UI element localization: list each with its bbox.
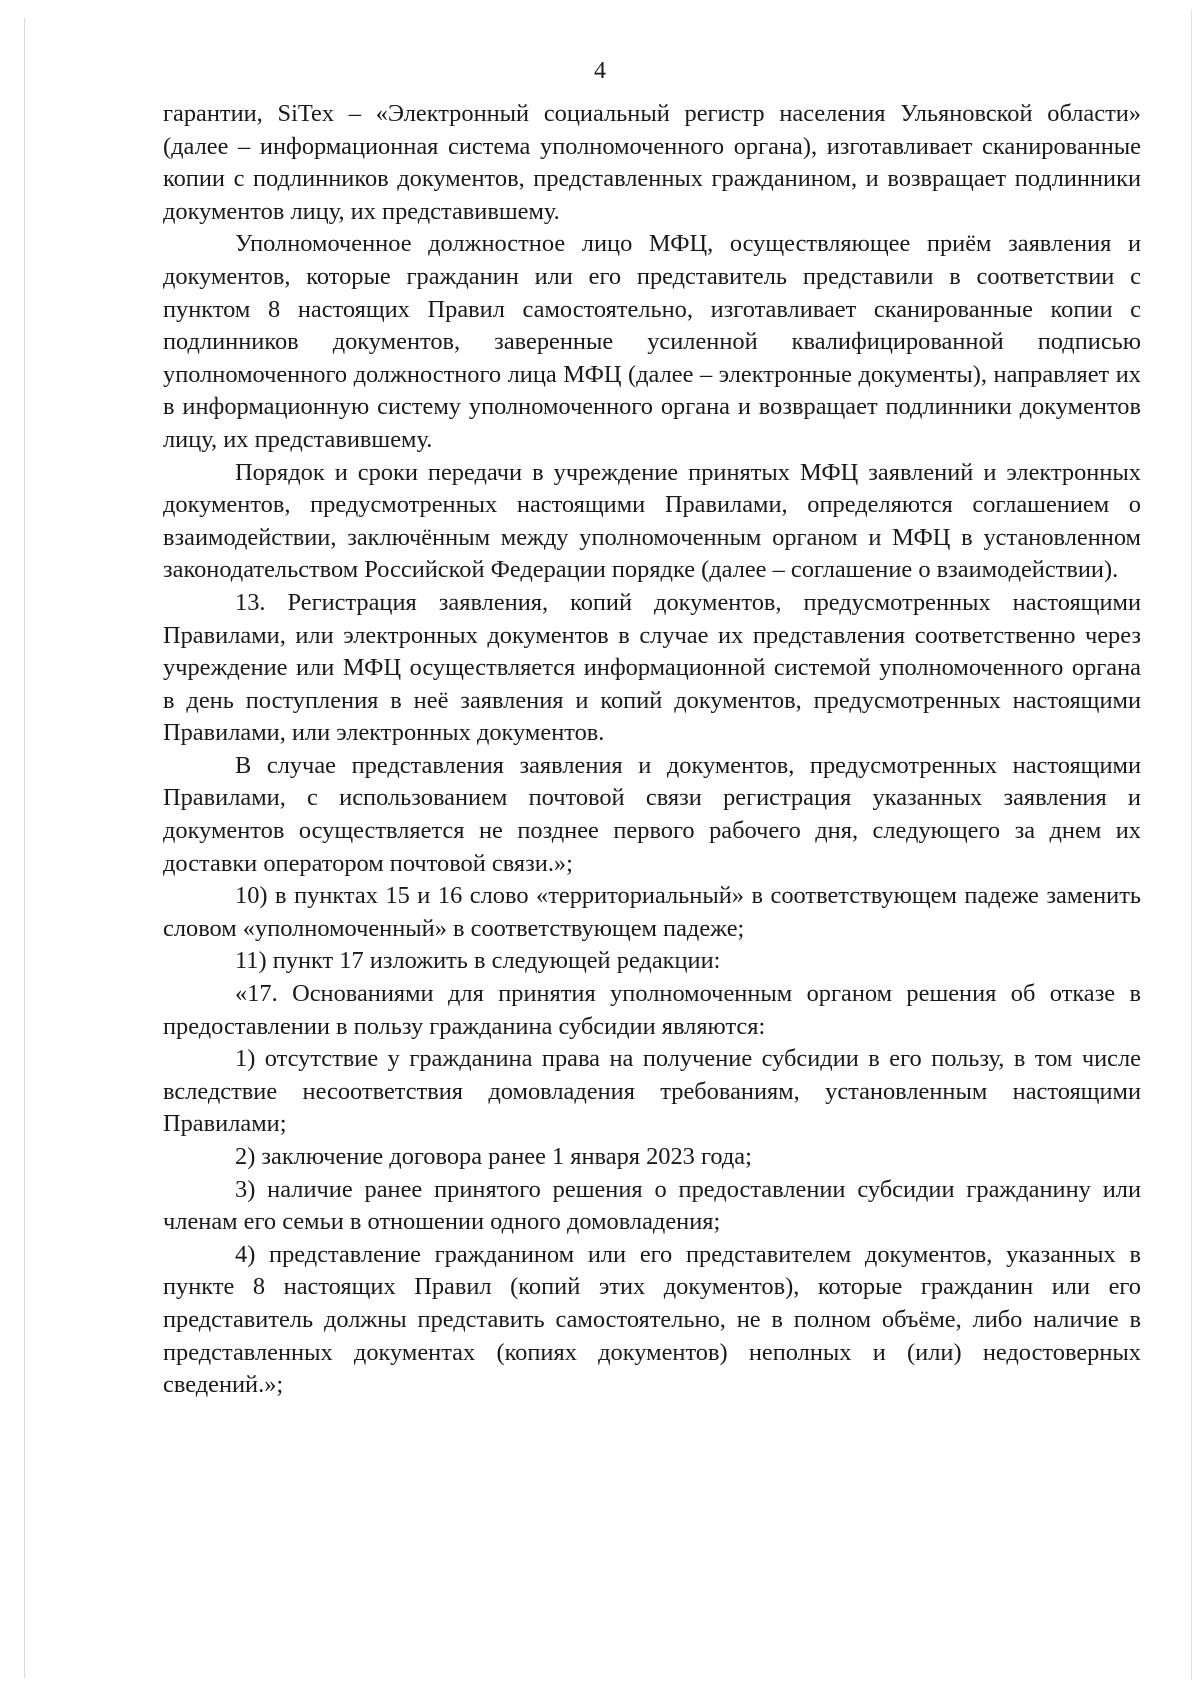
- paragraph-8: «17. Основаниями для принятия уполномоченным органом решения об отказе в предоставлении в пользу гражданина субсидии являются:: [163, 980, 1141, 1040]
- paragraph-7: 11) пункт 17 изложить в следующей редакции:: [235, 947, 721, 975]
- paragraph-6: 10) в пунктах 15 и 16 слово «территориальный» в соответствующем падеже заменить словом «уполномоченный» в соответствующем падеже;: [163, 882, 1141, 942]
- paragraph-2: Уполномоченное должностное лицо МФЦ, осуществляющее приём заявления и документов, которые гражданин или его представитель представили в соответствии с пунктом 8 настоящих Правил самостоятельно, изготавливает сканированные копии с подлинников документов, заверенные усиленной квалифицированной подписью уполномоченного должностного лица МФЦ (далее – электронные документы), направляет их в информационную систему уполномоченного органа и возвращает подлинники документов лицу, их представившему.: [163, 230, 1141, 453]
- paragraph-3: Порядок и сроки передачи в учреждение принятых МФЦ заявлений и электронных документов, предусмотренных настоящими Правилами, определяются соглашением о взаимодействии, заключённым между уполномоченным органом и МФЦ в установленном законодательством Российской Федерации порядке (далее – соглашение о взаимодействии).: [163, 458, 1141, 584]
- paragraph-9: 1) отсутствие у гражданина права на получение субсидии в его пользу, в том числе вследствие несоответствия домовладения требованиям, установленным настоящими Правилами;: [163, 1045, 1141, 1138]
- paragraph-11: 3) наличие ранее принятого решения о предоставлении субсидии гражданину или членам его семьи в отношении одного домовладения;: [163, 1175, 1141, 1236]
- page-number: 4: [594, 58, 606, 84]
- paragraph-12: 4) представление гражданином или его представителем документов, указанных в пункте 8 настоящих Правил (копий этих документов), которые гражданин или его представитель должны представить самостоятельно, не в полном объёме, либо наличие в представленных документах (копиях документов) неполных и (или) недостоверных сведений.»;: [163, 1240, 1141, 1399]
- paragraph-1: гарантии, SiTex – «Электронный социальный регистр населения Ульяновской области» (далее – информационная система уполномоченного органа), изготавливает сканированные копии с подлинников документов, представленных гражданином, и возвращает подлинники документов лицу, их представившему.: [163, 100, 1141, 225]
- scan-edge-left: [24, 18, 25, 1678]
- paragraph-4: 13. Регистрация заявления, копий документов, предусмотренных настоящими Правилами, или электронных документов в случае их представления соответственно через учреждение или МФЦ осуществляется информационной системой уполномоченного органа в день поступления в неё заявления и копий документов, предусмотренных настоящими Правилами, или электронных документов.: [163, 588, 1141, 747]
- scan-edge-right: [1191, 10, 1192, 1680]
- paragraph-5: В случае представления заявления и документов, предусмотренных настоящими Правилами, с использованием почтовой связи регистрация указанных заявления и документов осуществляется не позднее первого рабочего дня, следующего за днем их доставки оператором почтовой связи.»;: [163, 751, 1141, 877]
- paragraph-10: 2) заключение договора ранее 1 января 2023 года;: [235, 1143, 752, 1170]
- document-body: [163, 98, 1141, 1402]
